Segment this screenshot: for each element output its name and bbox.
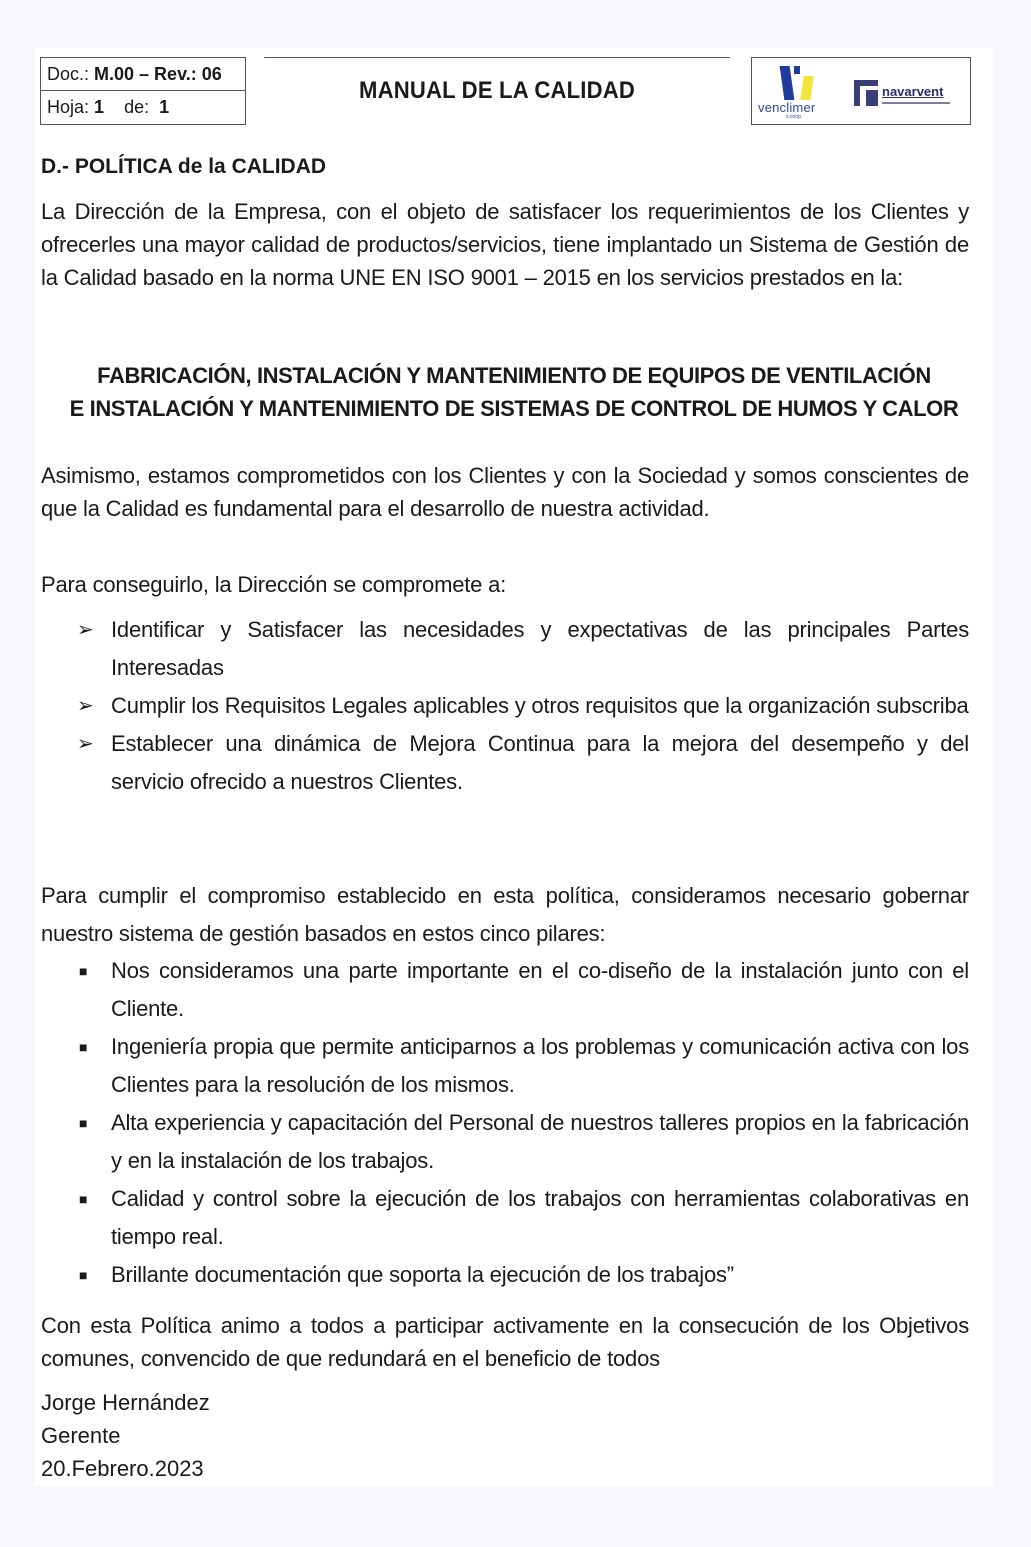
doc-revision-row — [41, 58, 245, 90]
of-label: de: — [124, 97, 150, 117]
signer-name: Jorge Hernández — [41, 1390, 210, 1415]
doc-label: Doc.: — [47, 64, 90, 84]
closing-paragraph: Con esta Política animo a todos a participar activamente en la consecución de los Objetivos comunes, convencido de que redundará en el beneficio de todos — [41, 1313, 969, 1371]
sheet-row — [41, 90, 245, 123]
signature-block — [41, 1386, 210, 1485]
scope-line-2: E INSTALACIÓN Y MANTENIMIENTO DE SISTEMAS DE CONTROL DE HUMOS Y CALOR — [69, 396, 959, 421]
sheet-label: Hoja: — [47, 97, 90, 117]
document-header — [40, 57, 970, 127]
navarvent-n-icon — [854, 80, 878, 106]
list-item: ■ Calidad y control sobre la ejecución de los trabajos con herramientas colaborativas en tiempo real. — [41, 1180, 969, 1256]
logos-box — [751, 57, 971, 125]
list-item: ■ Nos consideramos una parte importante en el co-diseño de la instalación junto con el Cliente. — [41, 952, 969, 1028]
list-item: ■ Ingeniería propia que permite anticiparnos a los problemas y comunicación activa con los Clientes para la resolución de los mismos. — [41, 1028, 969, 1104]
document-page — [35, 48, 993, 1486]
list-item: ➢ Establecer una dinámica de Mejora Continua para la mejora del desempeño y del servicio ofrecido a nuestros Clientes. — [41, 725, 969, 801]
square-bullet-icon: ■ — [79, 1039, 88, 1055]
doc-info-box — [40, 57, 246, 125]
venclimer-v-icon — [782, 66, 812, 100]
signer-role: Gerente — [41, 1423, 121, 1448]
signature-date: 20.Febrero.2023 — [41, 1456, 204, 1481]
venclimer-wordmark: venclimer — [758, 100, 816, 115]
navarvent-wordmark: navarvent — [882, 84, 944, 99]
navarvent-tagline-bar — [882, 102, 950, 104]
commitments-list — [41, 611, 969, 801]
of-value: 1 — [159, 97, 170, 117]
venclimer-subtitle: s.coop. — [786, 114, 803, 120]
scope-statement — [35, 359, 993, 425]
venclimer-logo — [756, 62, 838, 120]
arrow-bullet-icon: ➢ — [77, 619, 94, 641]
square-bullet-icon: ■ — [79, 1115, 88, 1131]
intro-paragraph: La Dirección de la Empresa, con el objeto de satisfacer los requerimientos de los Clientes y ofrecerles una mayor calidad de productos/servicios, tiene implantado un Sistema de Gestión de la Calidad basado en la norma UNE EN ISO 9001 – 2015 en los servicios prestados en la: — [41, 199, 969, 290]
sheet-value: 1 — [94, 97, 105, 117]
pillars-intro: Para cumplir el compromiso establecido en esta política, consideramos necesario gobernar nuestro sistema de gestión basados en estos cinco pilares: — [41, 883, 969, 946]
list-item: ➢ Cumplir los Requisitos Legales aplicables y otros requisitos que la organización subscriba — [41, 687, 969, 725]
navarvent-logo — [854, 76, 962, 110]
arrow-bullet-icon: ➢ — [77, 695, 94, 717]
list-item: ■ Brillante documentación que soporta la ejecución de los trabajos” — [41, 1256, 969, 1294]
scope-line-1: FABRICACIÓN, INSTALACIÓN Y MANTENIMIENTO DE EQUIPOS DE VENTILACIÓN — [97, 363, 931, 388]
list-item: ■ Alta experiencia y capacitación del Personal de nuestros talleres propios en la fabricación y en la instalación de los trabajos. — [41, 1104, 969, 1180]
square-bullet-icon: ■ — [79, 963, 88, 979]
section-title: D.- POLÍTICA de la CALIDAD — [41, 155, 327, 178]
doc-value: M.00 – Rev.: 06 — [94, 64, 222, 84]
direction-intro: Para conseguirlo, la Dirección se compromete a: — [41, 572, 507, 597]
list-item: ➢ Identificar y Satisfacer las necesidades y expectativas de las principales Partes Interesadas — [41, 611, 969, 687]
pillars-list — [41, 952, 969, 1294]
square-bullet-icon: ■ — [79, 1267, 88, 1283]
square-bullet-icon: ■ — [79, 1191, 88, 1207]
arrow-bullet-icon: ➢ — [77, 733, 94, 755]
manual-title: MANUAL DE LA CALIDAD — [264, 57, 730, 124]
commitment-paragraph: Asimismo, estamos comprometidos con los Clientes y con la Sociedad y somos conscientes de que la Calidad es fundamental para el desarrollo de nuestra actividad. — [41, 463, 969, 521]
